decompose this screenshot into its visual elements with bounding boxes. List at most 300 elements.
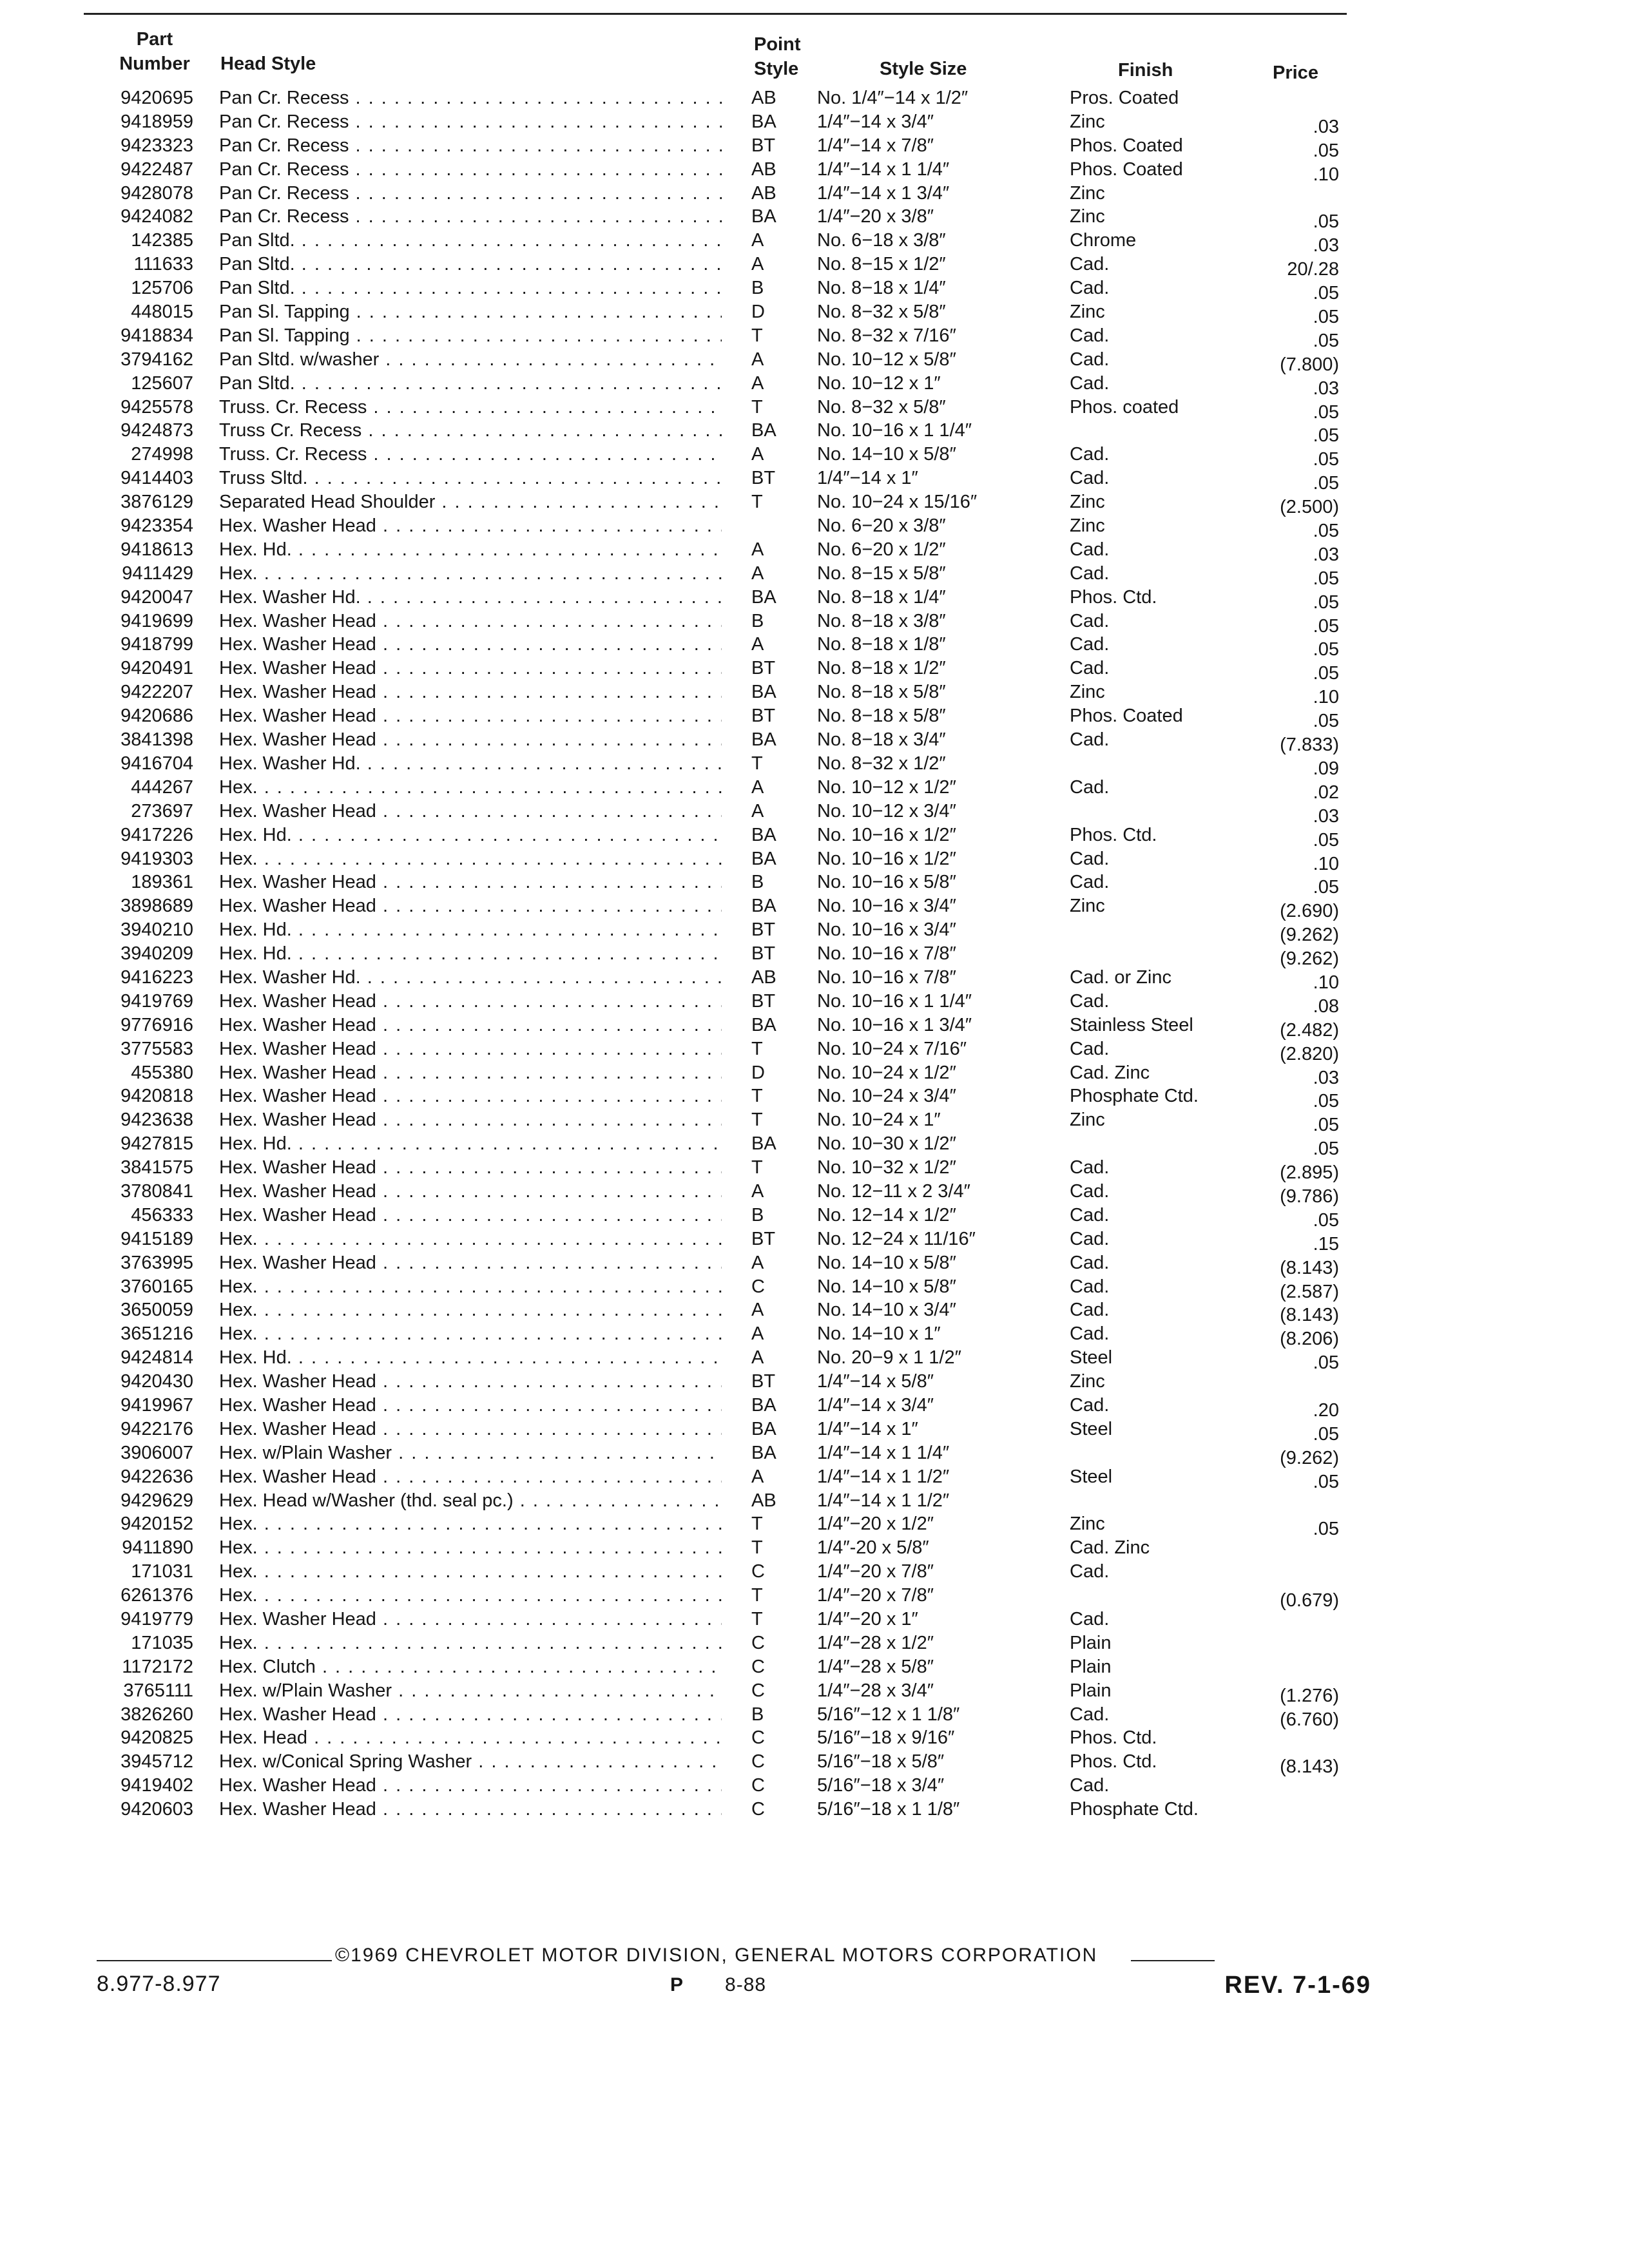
table-row xyxy=(0,182,1629,206)
table-row xyxy=(0,1037,1629,1064)
part-number-cell: 3898689 xyxy=(120,896,193,917)
part-number-cell: 9419769 xyxy=(120,990,193,1012)
style-size-cell: No. 10−16 x 3/4″ xyxy=(817,919,956,941)
head-style-cell: Hex. Hd. . . . xyxy=(219,1346,722,1369)
style-size-cell: No. 10−16 x 5/8″ xyxy=(817,872,956,893)
finish-cell: Cad. xyxy=(1070,539,1110,560)
finish-cell: Stainless Steel xyxy=(1070,1014,1193,1035)
point-style-cell: T xyxy=(751,325,763,346)
table-row xyxy=(0,1631,1629,1655)
table-row xyxy=(0,870,1629,898)
head-style-cell: Truss Cr. Recess . . . xyxy=(219,419,722,442)
finish-cell: Phos. Coated xyxy=(1070,135,1183,156)
point-style-cell: BA xyxy=(751,586,776,608)
point-style-cell: A xyxy=(751,444,764,465)
style-size-cell: No. 8−18 x 1/4″ xyxy=(817,586,946,608)
price-cell: .05 xyxy=(1313,330,1339,351)
header-price: Price xyxy=(1273,62,1318,83)
style-size-cell: 5/16″−18 x 9/16″ xyxy=(817,1727,955,1749)
finish-cell: Cad. xyxy=(1070,1704,1110,1725)
finish-cell: Phos. Coated xyxy=(1070,706,1183,727)
part-number-cell: 9414403 xyxy=(120,468,193,489)
style-size-cell: 1/4″−14 x 5/8″ xyxy=(817,1371,934,1392)
finish-cell: Cad. Zinc xyxy=(1070,1537,1150,1559)
style-size-cell: No. 10−24 x 3/4″ xyxy=(817,1086,956,1107)
head-style-cell: Pan Sltd. w/washer . . . xyxy=(219,348,722,371)
style-size-cell: No. 10−24 x 7/16″ xyxy=(817,1038,967,1059)
table-row xyxy=(0,1584,1629,1611)
style-size-cell: No. 8−18 x 5/8″ xyxy=(817,706,946,727)
part-number-cell: 3876129 xyxy=(120,492,193,513)
point-style-cell: BA xyxy=(751,1418,776,1439)
table-row xyxy=(0,1204,1629,1231)
head-style-cell: Hex. Hd. . . . xyxy=(219,823,722,847)
part-number-cell: 9418613 xyxy=(120,539,193,560)
head-style-cell: Hex. . . . xyxy=(219,1512,722,1535)
price-cell: (8.143) xyxy=(1280,1305,1339,1326)
style-size-cell: No. 8−15 x 1/2″ xyxy=(817,254,946,275)
style-size-cell: No. 10−16 x 7/8″ xyxy=(817,966,956,988)
table-row xyxy=(0,396,1629,423)
part-number-cell: 9420491 xyxy=(120,658,193,679)
part-number-cell: 3826260 xyxy=(120,1704,193,1725)
part-number-cell: 9420603 xyxy=(120,1799,193,1820)
price-cell: (9.262) xyxy=(1280,948,1339,970)
head-style-cell: Hex. Washer Head . . . xyxy=(219,800,722,823)
finish-cell: Cad. xyxy=(1070,1323,1110,1345)
point-style-cell: AB xyxy=(751,182,776,204)
style-size-cell: No. 8−18 x 1/2″ xyxy=(817,658,946,679)
part-number-cell: 9420152 xyxy=(120,1514,193,1535)
head-style-cell: Truss. Cr. Recess . . . xyxy=(219,396,722,419)
price-cell: .05 xyxy=(1313,1209,1339,1231)
finish-cell: Phos. Ctd. xyxy=(1070,824,1157,845)
table-row xyxy=(0,1418,1629,1445)
price-cell: (2.587) xyxy=(1280,1281,1339,1302)
part-number-cell: 3760165 xyxy=(120,1276,193,1297)
table-row xyxy=(0,823,1629,850)
table-row xyxy=(0,419,1629,447)
point-style-cell: BT xyxy=(751,135,776,156)
point-style-cell: B xyxy=(751,1204,764,1225)
point-style-cell: T xyxy=(751,1086,763,1107)
price-cell: (9.262) xyxy=(1280,1447,1339,1468)
style-size-cell: 1/4″−14 x 1 1/2″ xyxy=(817,1466,950,1487)
style-size-cell: No. 8−32 x 7/16″ xyxy=(817,325,956,346)
part-number-cell: 3841398 xyxy=(120,729,193,751)
table-row xyxy=(0,300,1629,328)
point-style-cell: BA xyxy=(751,1133,776,1155)
point-style-cell: A xyxy=(751,1466,764,1487)
price-cell: .05 xyxy=(1313,211,1339,233)
part-number-cell: 9423354 xyxy=(120,515,193,537)
style-size-cell: No. 6−20 x 3/8″ xyxy=(817,515,946,537)
table-row xyxy=(0,1322,1629,1350)
head-style-cell: Hex. Washer Head . . . xyxy=(219,1108,722,1131)
head-style-cell: Pan Cr. Recess . . . xyxy=(219,205,722,228)
price-cell: .10 xyxy=(1313,687,1339,708)
finish-cell: Cad. xyxy=(1070,468,1110,489)
point-style-cell: T xyxy=(751,1585,763,1606)
point-style-cell: C xyxy=(751,1276,765,1297)
head-style-cell: Hex. Washer Head . . . xyxy=(219,1251,722,1274)
part-number-cell: 1172172 xyxy=(122,1656,193,1677)
table-row xyxy=(0,1441,1629,1468)
head-style-cell: Separated Head Shoulder . . . xyxy=(219,490,722,514)
head-style-cell: Pan Sltd. . . . xyxy=(219,253,722,276)
point-style-cell: B xyxy=(751,610,764,631)
point-style-cell: BA xyxy=(751,824,776,845)
style-size-cell: 1/4″−14 x 1″ xyxy=(817,468,918,489)
part-number-cell: 9419402 xyxy=(120,1775,193,1796)
head-style-cell: Pan Sl. Tapping . . . xyxy=(219,300,722,323)
price-cell: .05 xyxy=(1313,1352,1339,1374)
finish-cell: Cad. xyxy=(1070,1775,1110,1796)
style-size-cell: No. 8−18 x 1/4″ xyxy=(817,278,946,299)
table-row xyxy=(0,1132,1629,1160)
part-number-cell: 9420695 xyxy=(120,88,193,108)
point-style-cell: A xyxy=(751,800,764,822)
head-style-cell: Hex. Hd. . . . xyxy=(219,918,722,941)
finish-cell: Cad. xyxy=(1070,1609,1110,1629)
header-head-style: Head Style xyxy=(220,53,316,74)
point-style-cell: C xyxy=(751,1799,765,1820)
head-style-cell: Hex. Washer Head . . . xyxy=(219,990,722,1013)
price-cell: .05 xyxy=(1313,877,1339,898)
price-cell: .05 xyxy=(1313,1115,1339,1136)
head-style-cell: Hex. Washer Head . . . xyxy=(219,1608,722,1631)
header-style-size: Style Size xyxy=(880,59,967,79)
price-cell: .05 xyxy=(1313,140,1339,161)
price-cell: .10 xyxy=(1313,972,1339,993)
head-style-cell: Hex. Washer Hd. . . . xyxy=(219,966,722,989)
table-row xyxy=(0,894,1629,922)
table-row xyxy=(0,1370,1629,1394)
table-row xyxy=(0,847,1629,874)
head-style-cell: Hex. Washer Head . . . xyxy=(219,1370,722,1393)
finish-cell: Pros. Coated xyxy=(1070,88,1179,108)
point-style-cell: BT xyxy=(751,1228,776,1249)
table-row xyxy=(0,966,1629,993)
part-number-cell: 9423323 xyxy=(120,135,193,156)
point-style-cell: A xyxy=(751,539,764,560)
point-style-cell: BA xyxy=(751,1394,776,1416)
finish-cell: Cad. xyxy=(1070,562,1110,584)
table-row xyxy=(0,680,1629,708)
point-style-cell: BA xyxy=(751,682,776,703)
table-row xyxy=(0,205,1629,233)
head-style-cell: Hex. Washer Head . . . xyxy=(219,1037,722,1061)
part-number-cell: 9416704 xyxy=(120,753,193,774)
part-number-cell: 3841575 xyxy=(120,1157,193,1178)
style-size-cell: 1/4″−20 x 3/8″ xyxy=(817,206,934,227)
price-cell: (7.800) xyxy=(1280,354,1339,375)
point-style-cell: BT xyxy=(751,943,776,965)
head-style-cell: Truss. Cr. Recess . . . xyxy=(219,443,722,466)
table-row xyxy=(0,372,1629,399)
style-size-cell: 5/16″−18 x 3/4″ xyxy=(817,1775,945,1796)
head-style-cell: Hex. w/Plain Washer . . . xyxy=(219,1441,722,1465)
table-row xyxy=(0,229,1629,256)
point-style-cell: A xyxy=(751,230,764,251)
style-size-cell: No. 10−12 x 1/2″ xyxy=(817,776,956,798)
point-style-cell: BT xyxy=(751,468,776,489)
style-size-cell: No. 14−10 x 5/8″ xyxy=(817,1252,956,1273)
finish-cell: Plain xyxy=(1070,1656,1112,1677)
table-row xyxy=(0,348,1629,375)
point-style-cell: A xyxy=(751,1180,764,1202)
table-row xyxy=(0,1512,1629,1540)
head-style-cell: Hex. . . . xyxy=(219,562,722,585)
finish-cell: Plain xyxy=(1070,1632,1112,1653)
part-number-cell: 3765111 xyxy=(123,1680,193,1701)
point-style-cell: BT xyxy=(751,1371,776,1392)
finish-cell: Cad. xyxy=(1070,1300,1110,1321)
head-style-cell: Hex. . . . xyxy=(219,1275,722,1298)
table-row xyxy=(0,86,1629,110)
point-style-cell: A xyxy=(751,634,764,655)
part-number-cell: 3763995 xyxy=(120,1252,193,1273)
table-row xyxy=(0,490,1629,518)
price-cell: .02 xyxy=(1313,782,1339,803)
price-cell: 20/.28 xyxy=(1287,259,1339,280)
price-cell: .10 xyxy=(1313,164,1339,185)
price-cell: (2.500) xyxy=(1280,497,1339,518)
point-style-cell: BT xyxy=(751,990,776,1012)
head-style-cell: Pan Cr. Recess . . . xyxy=(219,110,722,133)
head-style-cell: Hex. . . . xyxy=(219,776,722,799)
table-row xyxy=(0,466,1629,494)
table-row xyxy=(0,1227,1629,1254)
footer-rule-right xyxy=(1131,1960,1215,1961)
part-number-cell: 125607 xyxy=(131,372,193,394)
finish-cell: Phos. Coated xyxy=(1070,159,1183,180)
finish-cell: Zinc xyxy=(1070,111,1105,132)
head-style-cell: Pan Sltd. . . . xyxy=(219,372,722,395)
head-style-cell: Hex. Washer Head . . . xyxy=(219,728,722,751)
head-style-cell: Hex. Washer Head . . . xyxy=(219,704,722,727)
table-row xyxy=(0,134,1629,161)
price-cell: .05 xyxy=(1313,711,1339,732)
finish-cell: Zinc xyxy=(1070,682,1105,703)
point-style-cell: A xyxy=(751,776,764,798)
table-row xyxy=(0,562,1629,589)
table-row xyxy=(0,514,1629,542)
head-style-cell: Hex. Washer Head . . . xyxy=(219,1798,722,1821)
table-row xyxy=(0,158,1629,185)
head-style-cell: Hex. Washer Head . . . xyxy=(219,1180,722,1203)
part-number-cell: 9424082 xyxy=(120,206,193,227)
part-number-cell: 274998 xyxy=(131,444,193,465)
price-cell: .03 xyxy=(1313,544,1339,565)
finish-cell: Phos. coated xyxy=(1070,396,1179,418)
head-style-cell: Pan Cr. Recess . . . xyxy=(219,86,722,110)
point-style-cell: T xyxy=(751,396,763,418)
style-size-cell: 1/4″−28 x 3/4″ xyxy=(817,1680,934,1701)
part-number-cell: 9411890 xyxy=(122,1537,193,1559)
table-row xyxy=(0,1608,1629,1631)
point-style-cell: A xyxy=(751,1323,764,1345)
table-row xyxy=(0,633,1629,660)
head-style-cell: Hex. Washer Head . . . xyxy=(219,514,722,537)
style-size-cell: 1/4″−14 x 1 3/4″ xyxy=(817,182,950,204)
point-style-cell: T xyxy=(751,492,763,513)
table-row xyxy=(0,1489,1629,1513)
finish-cell: Steel xyxy=(1070,1418,1113,1439)
point-style-cell: BA xyxy=(751,729,776,751)
part-number-cell: 9422487 xyxy=(120,159,193,180)
style-size-cell: No. 12−14 x 1/2″ xyxy=(817,1204,956,1225)
price-cell: (9.786) xyxy=(1280,1186,1339,1207)
finish-cell: Phosphate Ctd. xyxy=(1070,1086,1199,1107)
head-style-cell: Hex. Washer Head . . . xyxy=(219,894,722,918)
style-size-cell: 1/4″−14 x 1″ xyxy=(817,1418,918,1439)
head-style-cell: Hex. Washer Head . . . xyxy=(219,1084,722,1108)
finish-cell: Cad. xyxy=(1070,1394,1110,1416)
head-style-cell: Hex. Washer Head . . . xyxy=(219,633,722,656)
head-style-cell: Hex. Washer Head . . . xyxy=(219,1774,722,1797)
price-cell: .08 xyxy=(1313,995,1339,1017)
style-size-cell: 1/4″−20 x 7/8″ xyxy=(817,1585,934,1606)
finish-cell: Chrome xyxy=(1070,230,1137,251)
table-row xyxy=(0,752,1629,779)
style-size-cell: No. 10−16 x 1/2″ xyxy=(817,824,956,845)
style-size-cell: No. 8−32 x 5/8″ xyxy=(817,302,946,323)
price-cell: .05 xyxy=(1313,1423,1339,1445)
head-style-cell: Hex. Clutch . . . xyxy=(219,1655,722,1678)
price-cell: .05 xyxy=(1313,449,1339,470)
header-finish: Finish xyxy=(1118,60,1173,81)
table-row xyxy=(0,1156,1629,1184)
finish-cell: Cad. xyxy=(1070,1157,1110,1178)
style-size-cell: No. 8−18 x 3/8″ xyxy=(817,610,946,631)
style-size-cell: No. 10−16 x 1 1/4″ xyxy=(817,990,972,1012)
table-row xyxy=(0,942,1629,970)
style-size-cell: No. 6−20 x 1/2″ xyxy=(817,539,946,560)
finish-cell: Cad. xyxy=(1070,848,1110,869)
part-number-cell: 9420818 xyxy=(120,1086,193,1107)
table-row xyxy=(0,1536,1629,1560)
point-style-cell: BT xyxy=(751,919,776,941)
top-rule xyxy=(84,13,1347,15)
table-row xyxy=(0,1703,1629,1730)
finish-cell: Zinc xyxy=(1070,1110,1105,1131)
table-row xyxy=(0,443,1629,470)
style-size-cell: 1/4″−14 x 1 1/2″ xyxy=(817,1490,950,1511)
style-size-cell: No. 1/4″−14 x 1/2″ xyxy=(817,88,969,108)
price-cell: .05 xyxy=(1313,307,1339,328)
finish-cell: Zinc xyxy=(1070,302,1105,323)
point-style-cell: A xyxy=(751,1300,764,1321)
part-number-cell: 455380 xyxy=(131,1062,193,1083)
head-style-cell: Hex. Hd. . . . xyxy=(219,538,722,561)
price-cell: .03 xyxy=(1313,235,1339,256)
header-part-number: Part Number xyxy=(119,29,190,74)
part-number-cell: 9418834 xyxy=(120,325,193,346)
price-cell: .05 xyxy=(1313,615,1339,637)
head-style-cell: Truss Sltd. . . . xyxy=(219,466,722,490)
point-style-cell: C xyxy=(751,1751,765,1773)
price-cell: .03 xyxy=(1313,1067,1339,1088)
head-style-cell: Hex. . . . xyxy=(219,1631,722,1655)
part-number-cell: 171035 xyxy=(131,1632,193,1653)
head-style-cell: Pan Cr. Recess . . . xyxy=(219,182,722,205)
finish-cell: Cad. xyxy=(1070,1204,1110,1225)
table-row xyxy=(0,1394,1629,1421)
price-cell: .05 xyxy=(1313,639,1339,660)
part-number-cell: 9417226 xyxy=(120,824,193,845)
table-row xyxy=(0,276,1629,304)
table-row xyxy=(0,704,1629,732)
price-cell: .05 xyxy=(1313,1139,1339,1160)
footer-copyright: ©1969 CHEVROLET MOTOR DIVISION, GENERAL MOTORS CORPORATION xyxy=(335,1945,1098,1966)
head-style-cell: Hex. Washer Head . . . xyxy=(219,1061,722,1084)
price-cell: .05 xyxy=(1313,591,1339,613)
part-number-cell: 9425578 xyxy=(120,396,193,418)
part-number-cell: 9420047 xyxy=(120,586,193,608)
finish-cell: Cad. xyxy=(1070,444,1110,465)
point-style-cell: BT xyxy=(751,658,776,679)
table-row xyxy=(0,918,1629,946)
footer-rule-left xyxy=(97,1960,332,1961)
head-style-cell: Hex. Washer Head . . . xyxy=(219,1156,722,1179)
part-number-cell: 189361 xyxy=(131,872,193,893)
style-size-cell: No. 12−11 x 2 3/4″ xyxy=(817,1180,970,1202)
finish-cell: Zinc xyxy=(1070,896,1105,917)
part-number-cell: 9422636 xyxy=(120,1466,193,1487)
style-size-cell: No. 14−10 x 3/4″ xyxy=(817,1300,956,1321)
part-number-cell: 9419967 xyxy=(120,1394,193,1416)
parts-table xyxy=(0,86,1629,1821)
point-style-cell: T xyxy=(751,1609,763,1629)
style-size-cell: No. 8−18 x 1/8″ xyxy=(817,634,946,655)
table-row xyxy=(0,1346,1629,1374)
style-size-cell: 1/4″-20 x 5/8″ xyxy=(817,1537,929,1559)
table-row xyxy=(0,1180,1629,1207)
table-row xyxy=(0,1298,1629,1326)
head-style-cell: Hex. Washer Head . . . xyxy=(219,680,722,704)
part-number-cell: 9420686 xyxy=(120,706,193,727)
point-style-cell: A xyxy=(751,349,764,370)
style-size-cell: 5/16″−18 x 1 1/8″ xyxy=(817,1799,960,1820)
price-cell: (2.820) xyxy=(1280,1043,1339,1064)
table-row xyxy=(0,1560,1629,1584)
finish-cell: Plain xyxy=(1070,1680,1112,1701)
style-size-cell: No. 8−32 x 5/8″ xyxy=(817,396,946,418)
point-style-cell: AB xyxy=(751,159,776,180)
style-size-cell: No. 10−32 x 1/2″ xyxy=(817,1157,956,1178)
price-cell: (8.143) xyxy=(1280,1257,1339,1278)
finish-cell: Cad. xyxy=(1070,254,1110,275)
head-style-cell: Hex. Washer Head . . . xyxy=(219,610,722,633)
part-number-cell: 9419303 xyxy=(120,848,193,869)
table-row xyxy=(0,990,1629,1017)
footer-page-number: 8-88 xyxy=(725,1974,767,1995)
point-style-cell: AB xyxy=(751,966,776,988)
price-cell: .03 xyxy=(1313,116,1339,137)
price-cell: .15 xyxy=(1313,1233,1339,1254)
table-row xyxy=(0,1084,1629,1112)
head-style-cell: Pan Cr. Recess . . . xyxy=(219,134,722,157)
finish-cell: Cad. xyxy=(1070,325,1110,346)
point-style-cell: BT xyxy=(751,706,776,727)
head-style-cell: Hex. Washer Head . . . xyxy=(219,870,722,894)
price-cell: .05 xyxy=(1313,663,1339,684)
point-style-cell: A xyxy=(751,1252,764,1273)
finish-cell: Phos. Ctd. xyxy=(1070,586,1157,608)
table-row xyxy=(0,610,1629,637)
style-size-cell: 1/4″−14 x 3/4″ xyxy=(817,111,934,132)
